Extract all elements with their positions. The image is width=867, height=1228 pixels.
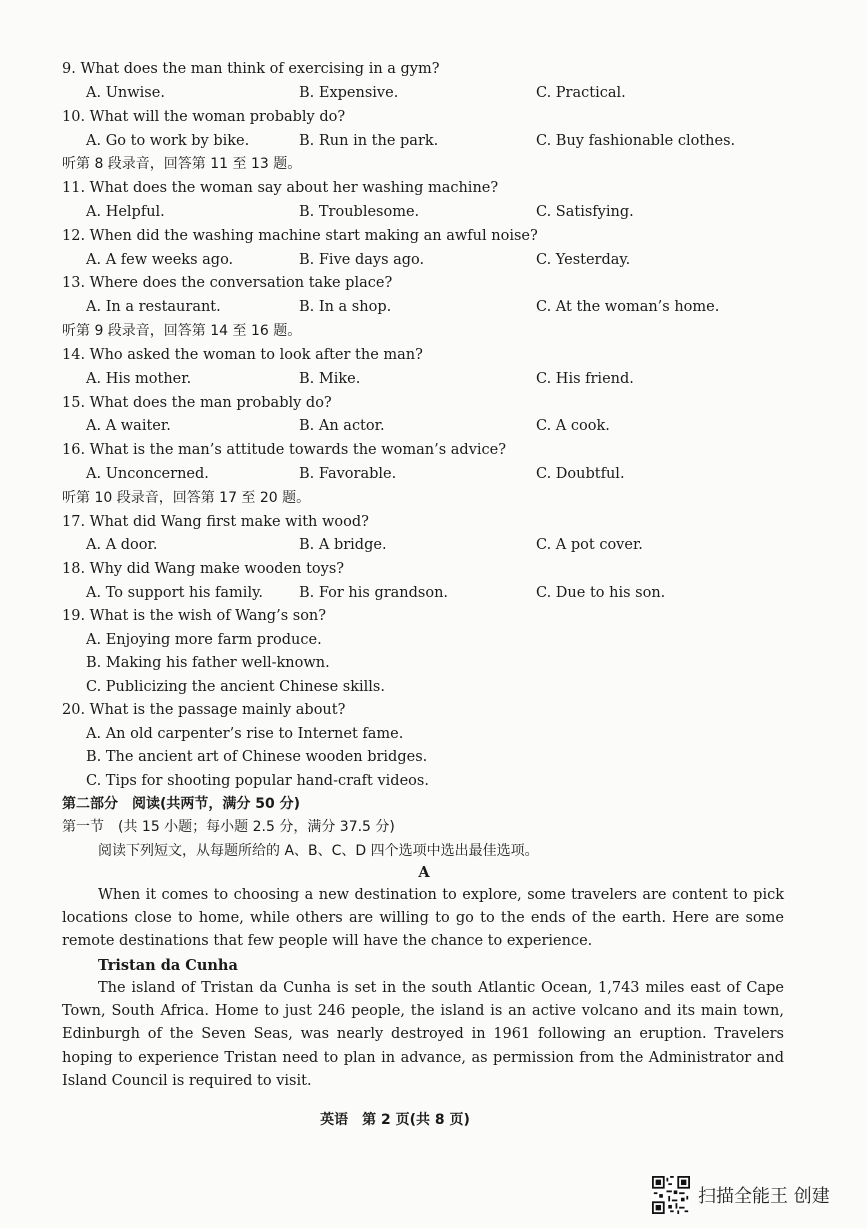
question-stem: 11. What does the woman say about her washing machine? xyxy=(62,180,499,196)
option-b: B. Expensive. xyxy=(299,85,399,101)
option-b: B. Favorable. xyxy=(299,466,397,482)
qr-code-icon xyxy=(652,1176,690,1214)
question-10-options xyxy=(0,129,867,153)
option-c: C. Due to his son. xyxy=(536,585,666,601)
question-stem: 14. Who asked the woman to look after the man? xyxy=(62,347,423,363)
option-a: A. In a restaurant. xyxy=(86,299,221,315)
question-stem: 9. What does the man think of exercising in a gym? xyxy=(62,61,440,77)
question-16 xyxy=(0,438,867,462)
question-11-options xyxy=(0,200,867,224)
question-stem: 19. What is the wish of Wang’s son? xyxy=(62,608,327,624)
option-b: B. Troublesome. xyxy=(299,204,420,220)
option-a: A. Helpful. xyxy=(86,204,165,220)
instruction-text: 阅读下列短文，从每题所给的 A、B、C、D 四个选项中选出最佳选项。 xyxy=(98,843,539,859)
reading-instruction xyxy=(0,839,867,863)
question-20 xyxy=(0,698,867,722)
question-12 xyxy=(0,224,867,248)
option-b: B. The ancient art of Chinese wooden bridges. xyxy=(86,749,428,765)
section-instruction: 听第 9 段录音，回答第 14 至 16 题。 xyxy=(62,323,302,339)
option-b: B. In a shop. xyxy=(299,299,392,315)
option-c: C. A cook. xyxy=(536,418,610,434)
question-19-option-b xyxy=(0,651,867,675)
section-instruction: 听第 10 段录音，回答第 17 至 20 题。 xyxy=(62,490,311,506)
question-14 xyxy=(0,343,867,367)
option-a: A. A few weeks ago. xyxy=(86,252,234,268)
watermark-text: 扫描全能王 创建 xyxy=(698,1186,830,1207)
option-b: B. Run in the park. xyxy=(299,133,439,149)
question-9 xyxy=(0,57,867,81)
section-9-heading xyxy=(0,319,867,343)
section-8-heading xyxy=(0,152,867,176)
question-18 xyxy=(0,557,867,581)
section-title: 第一节 (共 15 小题；每小题 2.5 分，满分 37.5 分) xyxy=(62,819,395,835)
option-b: B. A bridge. xyxy=(299,537,387,553)
option-c: C. His friend. xyxy=(536,371,634,387)
question-stem: 15. What does the man probably do? xyxy=(62,395,332,411)
option-b: B. Making his father well-known. xyxy=(86,655,330,671)
section-instruction: 听第 8 段录音，回答第 11 至 13 题。 xyxy=(62,156,302,172)
question-16-options xyxy=(0,462,867,486)
question-19-option-c xyxy=(0,675,867,699)
question-stem: 12. When did the washing machine start making an awful noise? xyxy=(62,228,538,244)
option-b: B. Mike. xyxy=(299,371,361,387)
passage-label: A xyxy=(418,864,430,881)
question-stem: 18. Why did Wang make wooden toys? xyxy=(62,561,345,577)
question-stem: 17. What did Wang first make with wood? xyxy=(62,514,369,530)
question-20-option-a xyxy=(0,722,867,746)
question-stem: 20. What is the passage mainly about? xyxy=(62,702,346,718)
option-c: C. At the woman’s home. xyxy=(536,299,720,315)
part-2-heading xyxy=(0,792,867,816)
question-11 xyxy=(0,176,867,200)
option-c: C. Tips for shooting popular hand-craft videos. xyxy=(86,773,429,789)
intro-paragraph: When it comes to choosing a new destination to explore, some travelers are content to pick locations close to home, while others are willing to go to the ends of the earth. Here are some remote destinations that few people will have the chance to experience. xyxy=(62,887,784,950)
option-c: C. Yesterday. xyxy=(536,252,631,268)
question-20-option-c xyxy=(0,769,867,793)
option-c: C. Doubtful. xyxy=(536,466,625,482)
option-c: C. Satisfying. xyxy=(536,204,634,220)
question-13 xyxy=(0,271,867,295)
option-a: A. A waiter. xyxy=(86,418,171,434)
subheading: Tristan da Cunha xyxy=(98,957,238,974)
question-9-options xyxy=(0,81,867,105)
body-paragraph: The island of Tristan da Cunha is set in the south Atlantic Ocean, 1,743 miles east of Cape Town, South Africa. Home to just 246 people, the island is an active volcano and its main town, Edinburgh of the Seven Seas, was nearly destroyed in 1961 following an eruption. Travelers hoping to experience Tristan need to plan in advance, as permission from the Administrator and Island Council is required to visit. xyxy=(62,980,784,1089)
question-stem: 16. What is the man’s attitude towards the woman’s advice? xyxy=(62,442,506,458)
option-a: A. Enjoying more farm produce. xyxy=(86,632,322,648)
part-title: 第二部分 阅读(共两节，满分 50 分) xyxy=(62,796,301,812)
section-1-heading xyxy=(0,815,867,839)
page-footer: 英语 第 2 页(共 8 页) xyxy=(320,1112,470,1128)
section-10-heading xyxy=(0,486,867,510)
question-18-options xyxy=(0,581,867,605)
question-13-options xyxy=(0,295,867,319)
option-a: A. Unconcerned. xyxy=(86,466,209,482)
question-stem: 13. Where does the conversation take place? xyxy=(62,275,393,291)
option-a: A. Go to work by bike. xyxy=(86,133,250,149)
option-a: A. A door. xyxy=(86,537,158,553)
question-stem: 10. What will the woman probably do? xyxy=(62,109,346,125)
question-19 xyxy=(0,604,867,628)
question-15 xyxy=(0,391,867,415)
question-17-options xyxy=(0,533,867,557)
option-a: A. Unwise. xyxy=(86,85,165,101)
question-15-options xyxy=(0,414,867,438)
option-c: C. Practical. xyxy=(536,85,626,101)
question-12-options xyxy=(0,248,867,272)
option-c: C. Publicizing the ancient Chinese skills. xyxy=(86,679,385,695)
option-b: B. For his grandson. xyxy=(299,585,449,601)
option-a: A. To support his family. xyxy=(86,585,263,601)
question-17 xyxy=(0,510,867,534)
scanner-watermark xyxy=(652,1175,830,1215)
option-c: C. A pot cover. xyxy=(536,537,643,553)
option-a: A. An old carpenter’s rise to Internet fame. xyxy=(86,726,404,742)
option-c: C. Buy fashionable clothes. xyxy=(536,133,736,149)
question-10 xyxy=(0,105,867,129)
option-a: A. His mother. xyxy=(86,371,192,387)
question-20-option-b xyxy=(0,745,867,769)
question-19-option-a xyxy=(0,628,867,652)
option-b: B. An actor. xyxy=(299,418,385,434)
question-14-options xyxy=(0,367,867,391)
option-b: B. Five days ago. xyxy=(299,252,425,268)
